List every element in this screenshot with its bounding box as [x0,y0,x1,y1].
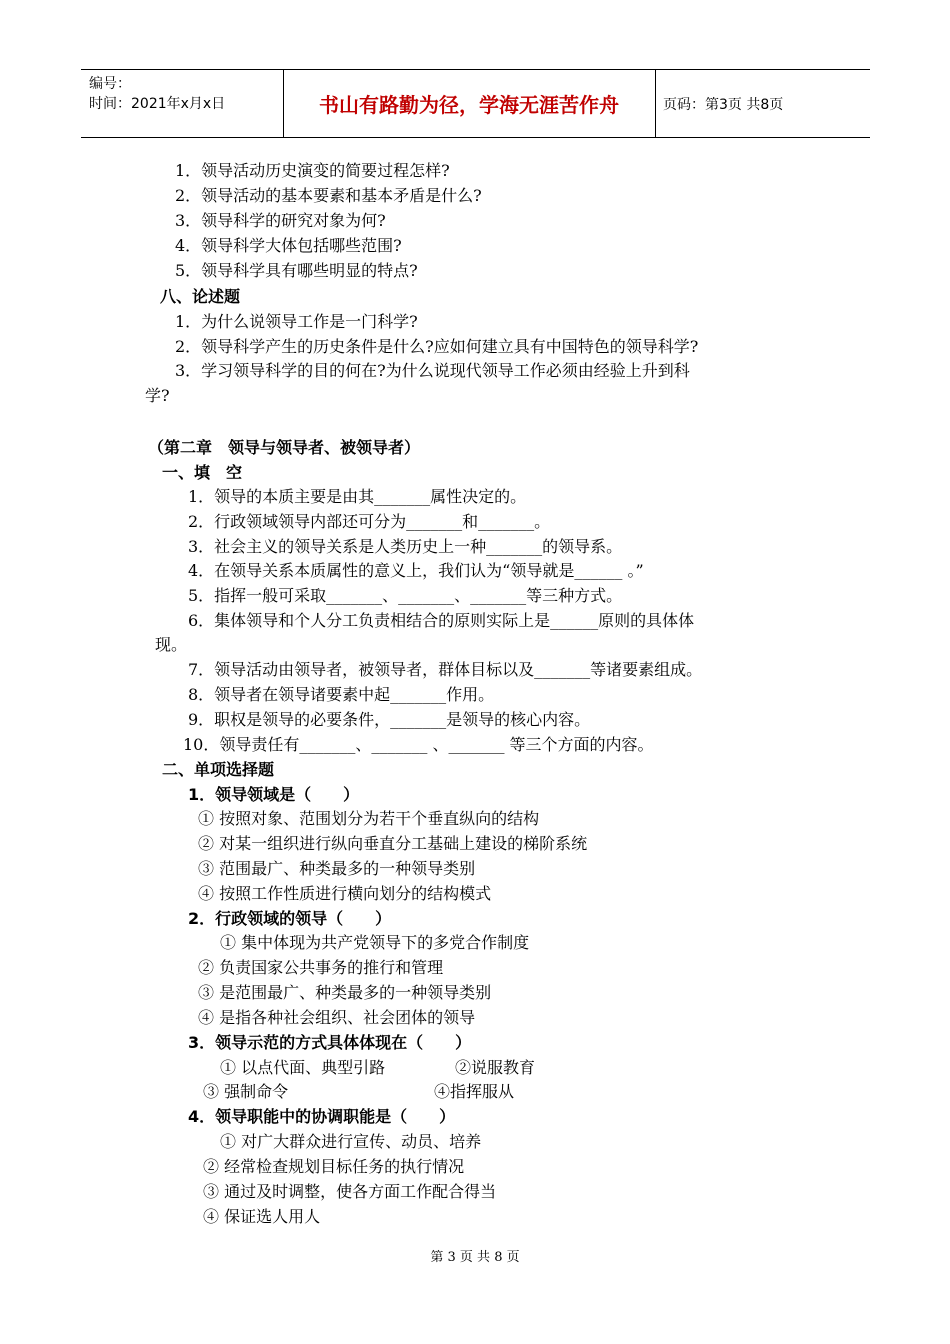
text-line: ③ 是范围最广、种类最多的一种领导类别 [198,983,492,1002]
text-line: 10．领导责任有_______、_______ 、_______ 等三个方面的内容。 [183,735,654,754]
header-motto: 书山有路勤为径，学海无涯苦作舟 [319,93,619,117]
text-line: 8．领导者在领导诸要素中起_______作用。 [188,685,495,704]
section-heading: （第二章 领导与领导者、被领导者） [148,438,421,457]
text-line: 5．领导科学具有哪些明显的特点? [175,261,418,280]
text-line: 学? [145,386,170,405]
section-heading: 八、论述题 [160,287,241,306]
text-line: 现。 [155,635,188,654]
text-line: 3．学习领导科学的目的何在?为什么说现代领导工作必须由经验上升到科 [175,361,690,380]
text-line: 7．领导活动由领导者，被领导者，群体目标以及_______等诸要素组成。 [188,660,703,679]
text-line: 2．行政领域领导内部还可分为_______和_______。 [188,512,551,531]
section-heading: 二、单项选择题 [162,760,275,779]
section-heading: 2．行政领域的领导（ ） [188,909,392,928]
section-heading: 一、填 空 [162,463,243,482]
text-line: ① 按照对象、范围划分为若干个垂直纵向的结构 [198,809,540,828]
section-heading: 3．领导示范的方式具体体现在（ ） [188,1033,472,1052]
text-line: ④ 按照工作性质进行横向划分的结构模式 [198,884,492,903]
text-line: 1．领导的本质主要是由其_______属性决定的。 [188,487,527,506]
text-line: ① 以点代面、典型引路 [220,1058,386,1077]
text-line: ②说服教育 [455,1058,536,1077]
text-line: 5．指挥一般可采取_______、_______、_______等三种方式。 [188,586,623,605]
header-divider [655,70,656,137]
text-line: ① 集中体现为共产党领导下的多党合作制度 [220,933,530,952]
text-line: 4．领导科学大体包括哪些范围? [175,236,402,255]
section-heading: 1．领导领域是（ ） [188,785,360,804]
text-line: ② 对某一组织进行纵向垂直分工基础上建设的梯阶系统 [198,834,588,853]
text-line: 3．领导科学的研究对象为何? [175,211,386,230]
text-line: 1．为什么说领导工作是一门科学? [175,312,418,331]
text-line: ② 经常检查规划目标任务的执行情况 [203,1157,465,1176]
page-header [81,69,870,138]
text-line: 4．在领导关系本质属性的意义上，我们认为“领导就是______ 。” [188,561,644,580]
text-line: ④ 保证选人用人 [203,1207,321,1226]
header-meta [89,74,225,114]
text-line: ④指挥服从 [434,1082,515,1101]
text-line: ③ 强制命令 [203,1082,289,1101]
time-label: 时间：2021年x月x日 [89,96,226,112]
text-line: ② 负责国家公共事务的推行和管理 [198,958,444,977]
text-line: ④ 是指各种社会组织、社会团体的领导 [198,1008,476,1027]
text-line: ③ 范围最广、种类最多的一种领导类别 [198,859,476,878]
page-footer: 第 3 页 共 8 页 [430,1250,520,1265]
text-line: ① 对广大群众进行宣传、动员、培养 [220,1132,482,1151]
header-page-info: 页码：第3页 共8页 [663,96,784,113]
text-line: 6．集体领导和个人分工负责相结合的原则实际上是______原则的具体体 [188,611,695,630]
text-line: 2．领导科学产生的历史条件是什么?应如何建立具有中国特色的领导科学? [175,337,699,356]
text-line: 1．领导活动历史演变的简要过程怎样? [175,161,450,180]
text-line: ③ 通过及时调整，使各方面工作配合得当 [203,1182,497,1201]
text-line: 2．领导活动的基本要素和基本矛盾是什么? [175,186,482,205]
text-line: 3．社会主义的领导关系是人类历史上一种_______的领导系。 [188,537,623,556]
text-line: 9．职权是领导的必要条件，_______是领导的核心内容。 [188,710,591,729]
section-heading: 4．领导职能中的协调职能是（ ） [188,1107,456,1126]
number-label: 编号： [89,76,131,92]
